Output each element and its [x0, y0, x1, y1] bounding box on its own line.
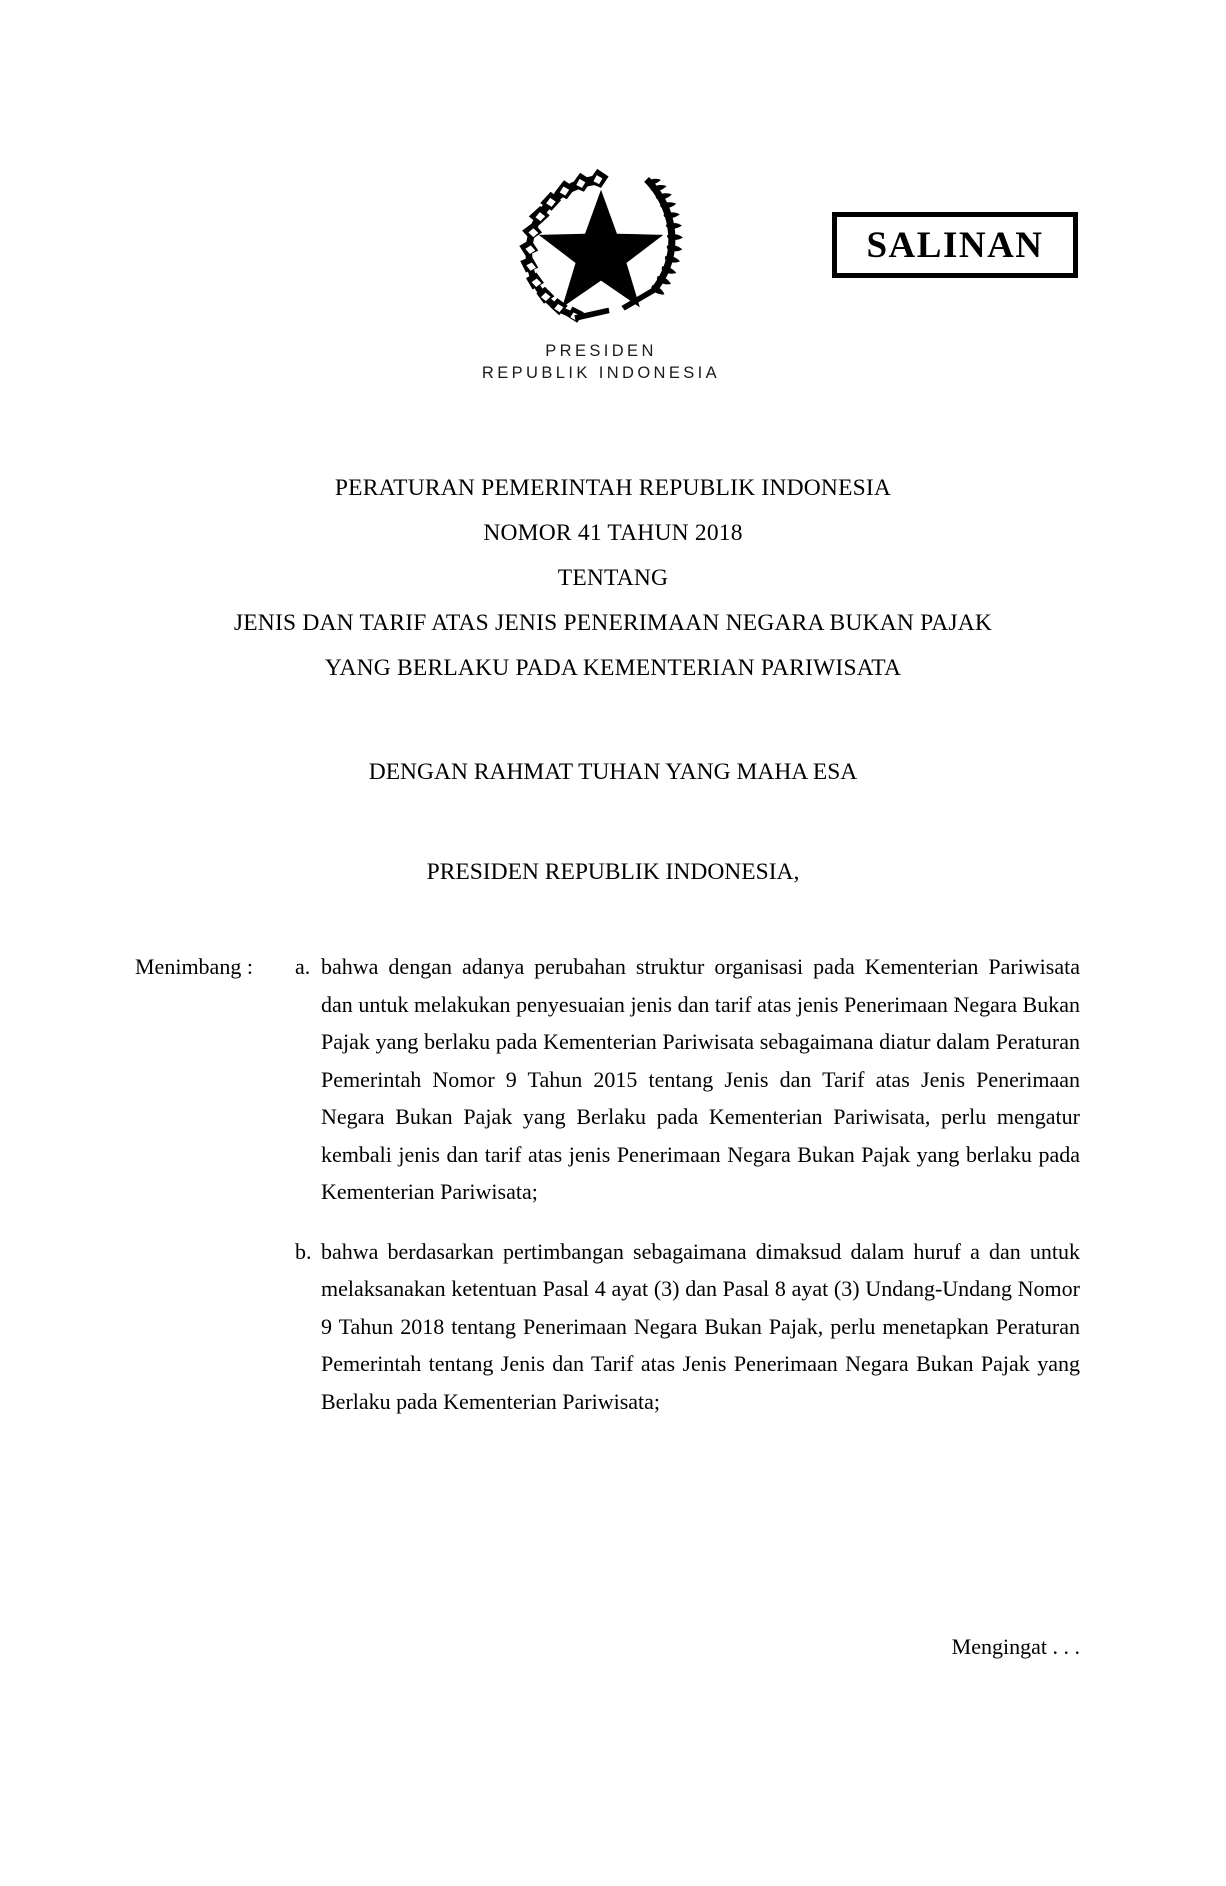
considering-item-marker: a. — [295, 954, 311, 979]
considering-section — [135, 948, 1080, 1420]
considering-label: Menimbang : — [135, 954, 253, 979]
considering-item — [295, 1233, 1080, 1421]
invocation-line: DENGAN RAHMAT TUHAN YANG MAHA ESA — [368, 759, 858, 785]
title-line-number-year: NOMOR 41 TAHUN 2018 — [483, 520, 743, 546]
page-catchword: Mengingat . . . — [951, 1634, 1080, 1659]
title-line-about: TENTANG — [557, 565, 669, 591]
title-line-subject-2: YANG BERLAKU PADA KEMENTERIAN PARIWISATA — [324, 655, 902, 681]
emblem-caption — [406, 340, 796, 384]
considering-item-text: bahwa berdasarkan pertimbangan sebagaimana dimaksud dalam huruf a dan untuk melaksanakan ketentuan Pasal 4 ayat (3) dan Pasal 8 ayat (3) Undang-Undang Nomor 9 Tahun 2018 tentang Penerimaan Negara Bukan Pajak, perlu menetapkan Peraturan Pemerintah tentang Jenis dan Tarif atas Jenis Penerimaan Negara Bukan Pajak yang Berlaku pada Kementerian Pariwisata; — [321, 1238, 1080, 1414]
emblem-caption-line-1: PRESIDEN — [545, 342, 657, 360]
emblem-caption-line-2: REPUBLIK INDONESIA — [481, 364, 721, 382]
document-header — [0, 0, 1226, 400]
title-line-subject-1: JENIS DAN TARIF ATAS JENIS PENERIMAAN NEGARA BUKAN PAJAK — [233, 610, 993, 636]
title-line-regulation-type: PERATURAN PEMERINTAH REPUBLIK INDONESIA — [334, 475, 892, 501]
indonesian-presidential-emblem-icon — [506, 148, 696, 338]
salinan-stamp — [832, 212, 1078, 278]
considering-item-list — [295, 948, 1080, 1420]
considering-row — [135, 948, 1080, 1420]
document-title-block — [113, 466, 1113, 691]
considering-item-text: bahwa dengan adanya perubahan struktur organisasi pada Kementerian Pariwisata dan untuk melakukan penyesuaian jenis dan tarif atas jenis Penerimaan Negara Bukan Pajak yang berlaku pada Kementerian Pariwisata sebagaimana diatur dalam Peraturan Pemerintah Nomor 9 Tahun 2015 tentang Jenis dan Tarif atas Jenis Penerimaan Negara Bukan Pajak yang Berlaku pada Kementerian Pariwisata, perlu mengatur kembali jenis dan tarif atas jenis Penerimaan Negara Bukan Pajak yang berlaku pada Kementerian Pariwisata; — [321, 954, 1080, 1204]
considering-item — [295, 948, 1080, 1211]
signatory-line: PRESIDEN REPUBLIK INDONESIA, — [426, 859, 800, 885]
salinan-stamp-label: SALINAN — [866, 224, 1044, 266]
considering-item-marker: b. — [295, 1238, 312, 1264]
